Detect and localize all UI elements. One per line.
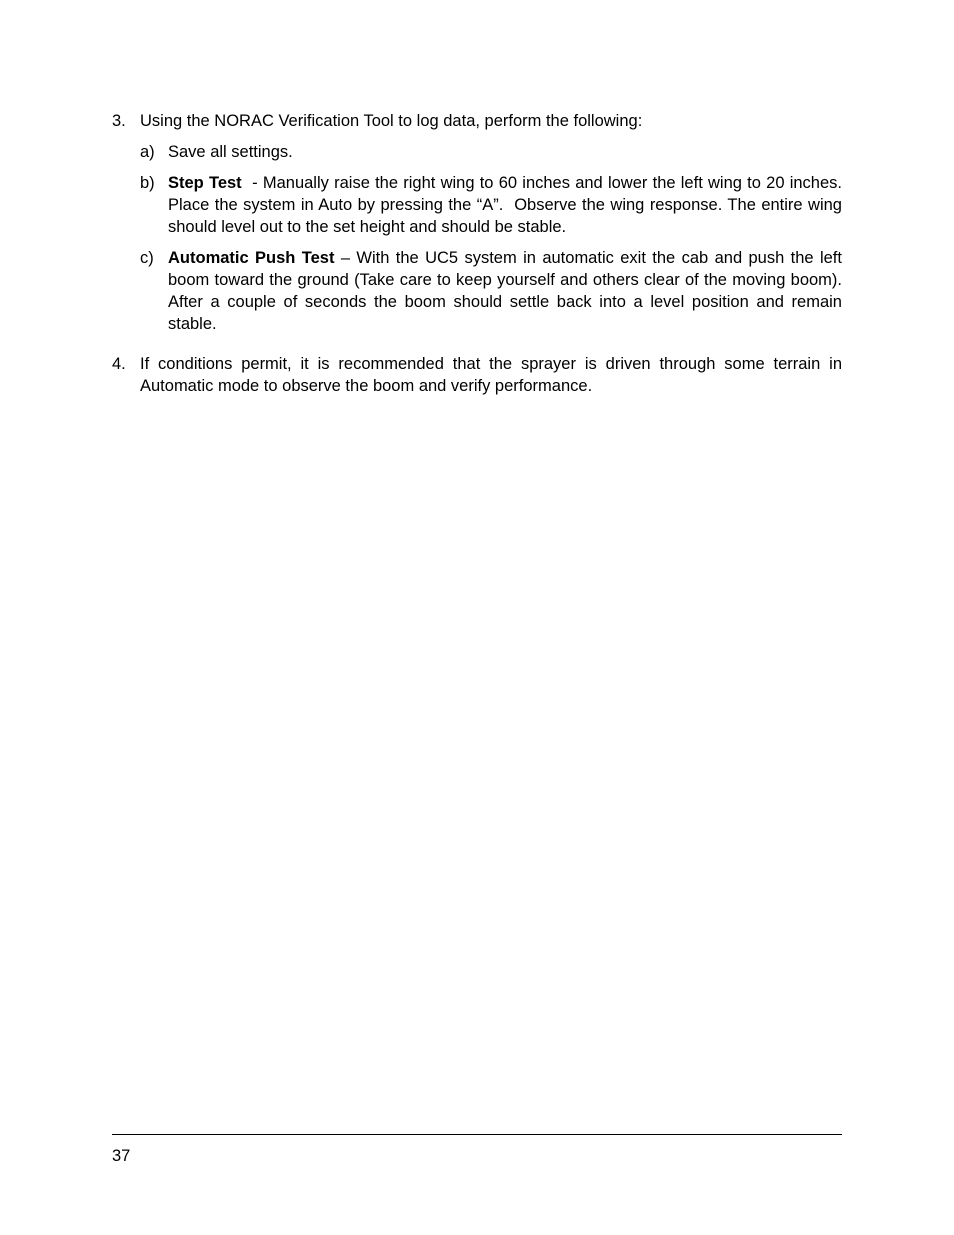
substep-letter: a) [140, 143, 155, 161]
substep-title: Automatic Push Test [168, 249, 335, 267]
page-number: 37 [112, 1147, 131, 1165]
substep-text: – With the UC5 system in automatic exit the cab and push the left boom toward the ground (Take care to keep yourself and others clear of the moving boom). After a couple of seconds the boom should settle back into a level position and remain stable. [168, 249, 852, 333]
page-content [112, 110, 852, 397]
substep-b [140, 172, 852, 238]
substep-letter: b) [140, 174, 155, 192]
substep-title: Step Test [168, 174, 242, 192]
step-number: 3. [112, 112, 126, 130]
step-number: 4. [112, 355, 126, 373]
substep-a [140, 141, 842, 163]
step-text: If conditions permit, it is recommended that the sprayer is driven through some terrain in Automatic mode to observe the boom and verify performance. [140, 355, 842, 395]
step-4 [112, 353, 842, 397]
substep-text: - Manually raise the right wing to 60 inches and lower the left wing to 20 inches. Place the system in Auto by pressing the “A”. Observe the wing response. The entire wing should level out to the set height and should be stable. [168, 174, 852, 236]
substep-text: Save all settings. [168, 143, 293, 161]
step-3 [112, 110, 852, 335]
footer-divider [112, 1134, 842, 1135]
substep-letter: c) [140, 249, 154, 267]
substep-c [140, 247, 852, 335]
step-text: Using the NORAC Verification Tool to log data, perform the following: [140, 112, 643, 130]
